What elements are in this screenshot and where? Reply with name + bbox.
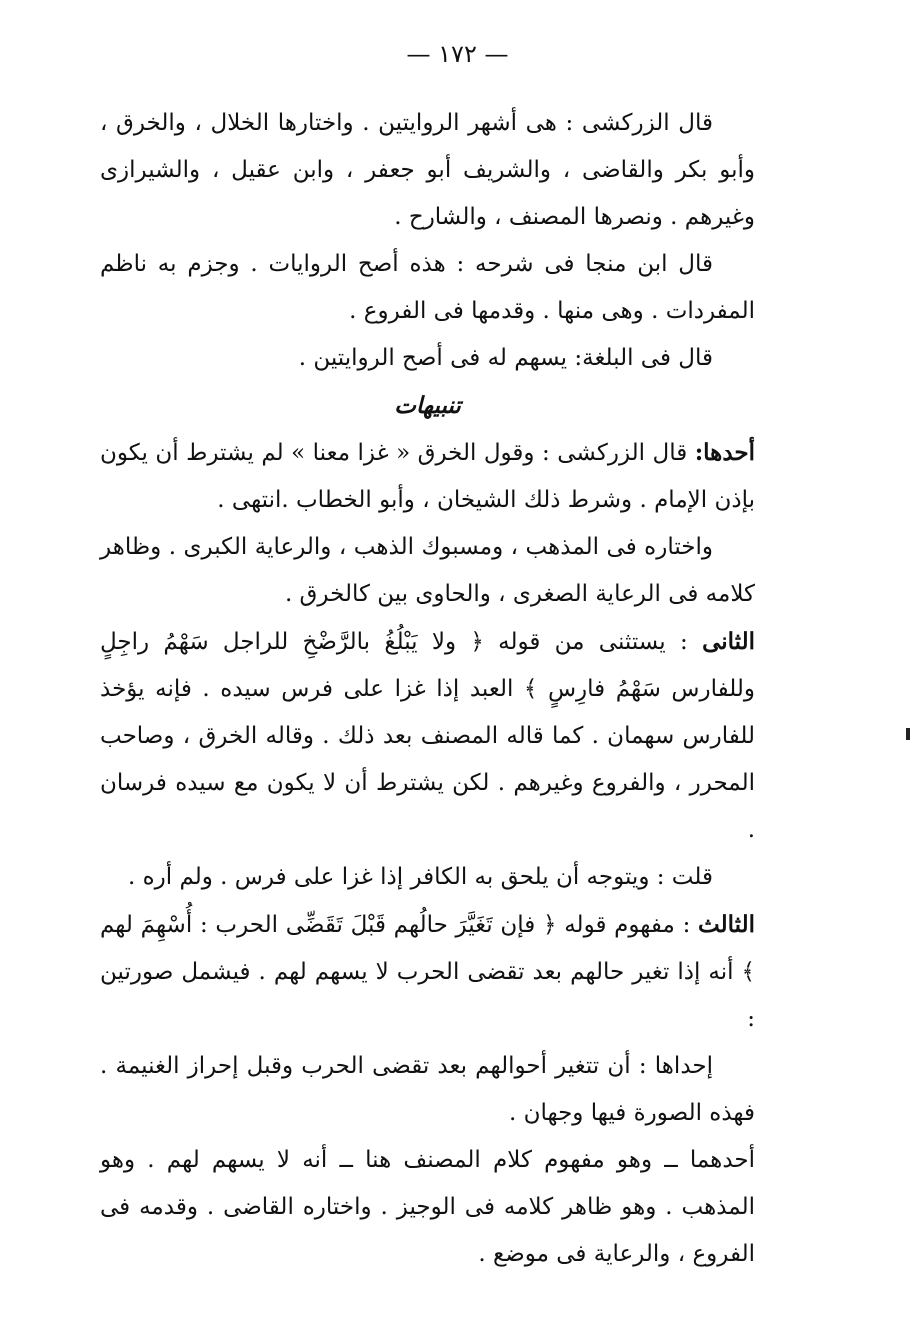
section-heading: تنبيهات	[394, 392, 461, 419]
note-paragraph	[100, 618, 755, 854]
note-paragraph	[100, 524, 755, 618]
note-paragraph	[100, 429, 755, 524]
note-paragraph	[100, 901, 755, 1043]
note-paragraph	[100, 1043, 755, 1137]
margin-mark	[906, 728, 910, 740]
paragraph: قال ابن منجا فى شرحه : هذه أصح الروايات . وجزم به ناظم المفردات . وهى منها . وقدمها فى الفروع .	[100, 251, 755, 324]
note-paragraph	[100, 1137, 755, 1278]
note-text: إحداها : أن تتغير أحوالهم بعد تقضى الحرب وقبل إحراز الغنيمة . فهذه الصورة فيها وجهان .	[100, 1053, 755, 1126]
body-text	[100, 100, 755, 1278]
note-text: قلت : ويتوجه أن يلحق به الكافر إذا غزا على فرس . ولم أره .	[127, 864, 713, 890]
note-text: قال الزركشى : وقول الخرق « غزا معنا » لم يشترط أن يكون بإذن الإمام . وشرط ذلك الشيخان ، وأبو الخطاب .انتهى .	[100, 440, 755, 513]
paragraph: قال الزركشى : هى أشهر الروايتين . واختارها الخلال ، والخرق ، وأبو بكر والقاضى ، والشريف أبو جعفر ، وابن عقيل ، والشيرازى وغيرهم . ونصرها المصنف ، والشارح .	[100, 110, 755, 230]
note-text: : مفهوم قوله ﴿ فإن تَغَيَّرَ حالُهم قَبْلَ تَقَضِّى الحرب : أُسْهِمَ لهم ﴾ أنه إذا تغير حالهم بعد تقضى الحرب لا يسهم لهم . فيشمل صورتين :	[100, 912, 755, 1032]
note-label: الثانى	[702, 628, 755, 655]
note-label: الثالث	[698, 911, 755, 938]
note-text: أحدهما ــ وهو مفهوم كلام المصنف هنا ــ أنه لا يسهم لهم . وهو المذهب . وهو ظاهر كلامه فى الوجيز . واختاره القاضى . وقدمه فى الفروع ، والرعاية فى موضع .	[100, 1147, 755, 1267]
paragraph: قال فى البلغة: يسهم له فى أصح الروايتين .	[298, 345, 713, 371]
note-label: أحدها:	[694, 439, 755, 466]
page-number: — ١٧٢ —	[406, 40, 509, 68]
note-paragraph	[100, 854, 755, 901]
note-text: : يستثنى من قوله ﴿ ولا يَبْلُغُ بالرَّضْخِ للراجل سَهْمُ راجِلٍ وللفارس سَهْمُ فارِسٍ ﴾ العبد إذا غزا على فرس سيده . فإنه يؤخذ للفارس سهمان . كما قاله المصنف بعد ذلك . وقاله الخرق ، وصاحب المحرر ، والفروع وغيرهم . لكن يشترط أن لا يكون مع سيده فرسان .	[100, 629, 755, 843]
note-text: واختاره فى المذهب ، ومسبوك الذهب ، والرعاية الكبرى . وظاهر كلامه فى الرعاية الصغرى ، والحاوى بين كالخرق .	[100, 534, 755, 607]
